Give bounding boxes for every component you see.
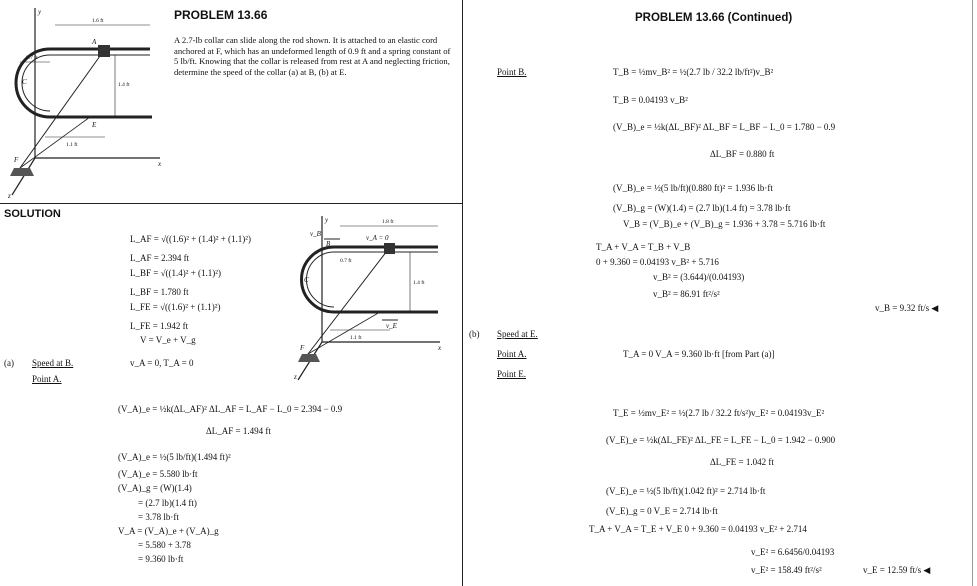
va-step-8: V_A = (V_A)_e + (V_A)_g xyxy=(118,526,219,536)
fig2-dim-1-1: 1.1 ft xyxy=(350,335,362,341)
tb-step-11: v_B² = 86.91 ft²/s² xyxy=(653,289,720,299)
answer-marker-icon: ◀ xyxy=(931,303,939,313)
fig2-axis-x: x xyxy=(438,344,442,352)
fig2-point-b: B xyxy=(326,240,331,248)
fig2-axis-y: y xyxy=(325,216,329,224)
eq-energy-sum: V = V_e + V_g xyxy=(140,335,196,345)
va-step-3: (V_A)_e = ½(5 lb/ft)(1.494 ft)² xyxy=(118,452,231,462)
dim-0-7: 0.7 ft xyxy=(26,55,38,61)
point-a-heading: Point A. xyxy=(32,374,62,384)
tb-step-5: (V_B)_e = ½(5 lb/ft)(0.880 ft)² = 1.936 lb·ft xyxy=(613,183,773,193)
va-step-7: = 3.78 lb·ft xyxy=(138,512,179,522)
part-a-label: (a) xyxy=(4,358,14,368)
va-step-9: = 5.580 + 3.78 xyxy=(138,540,191,550)
fig2-axis-z: z xyxy=(294,373,297,381)
tb-step-3: (V_B)_e = ½k(ΔL_BF)² ΔL_BF = L_BF − L_0 = 1.780 − 0.9 xyxy=(613,122,836,132)
tb-step-10: v_B² = (3.644)/(0.04193) xyxy=(653,272,745,282)
speed-at-b-heading: Speed at B. xyxy=(32,358,74,368)
continued-panel xyxy=(463,0,977,586)
tb-step-4: ΔL_BF = 0.880 ft xyxy=(710,149,775,159)
point-a-label: A xyxy=(92,38,97,46)
te-step-7: v_E² = 6.6456/0.04193 xyxy=(751,547,835,557)
fig2-point-f: F xyxy=(300,344,305,352)
tb-step-9: 0 + 9.360 = 0.04193 v_B² + 5.716 xyxy=(596,257,719,267)
tb-step-6: (V_B)_g = (W)(1.4) = (2.7 lb)(1.4 ft) = 3.78 lb·ft xyxy=(613,203,791,213)
answer-vb-value: v_B = 9.32 ft/s xyxy=(875,303,930,313)
dim-1-1: 1.1 ft xyxy=(66,142,78,148)
eq-lfe-value: L_FE = 1.942 ft xyxy=(130,321,189,331)
answer-ve xyxy=(863,565,930,576)
point-b-heading: Point B. xyxy=(497,67,527,77)
te-step-8: v_E² = 158.49 ft²/s² xyxy=(751,565,822,575)
page-edge-line xyxy=(972,0,973,586)
answer-ve-value: v_E = 12.59 ft/s xyxy=(863,565,922,575)
dim-1-4: 1.4 ft xyxy=(118,82,130,88)
point-a-heading-b: Point A. xyxy=(497,349,527,359)
fig2-vb: v_B xyxy=(310,230,321,238)
fig2-dim-0-7: 0.7 ft xyxy=(340,258,352,264)
continued-title: PROBLEM 13.66 (Continued) xyxy=(635,12,793,24)
speed-at-e-heading: Speed at E. xyxy=(497,329,538,339)
point-a-values: T_A = 0 V_A = 9.360 lb·ft [from Part (a)] xyxy=(623,349,775,359)
problem-statement: A 2.7-lb collar can slide along the rod shown. It is attached to an elastic cord anchored at F, which has an undeformed length of 0.9 ft and a spring constant of 5 lb/ft. Knowing that the collar is released from rest at A and neglecting friction, determine the speed of the collar (a) at B, (b) at E. xyxy=(174,35,451,77)
te-step-6: T_A + V_A = T_E + V_E 0 + 9.360 = 0.04193 v_E² + 2.714 xyxy=(589,524,807,534)
fig2-point-c: C xyxy=(304,276,309,284)
point-c-label: C xyxy=(22,78,27,86)
te-step-5: (V_E)_g = 0 V_E = 2.714 lb·ft xyxy=(606,506,718,516)
point-e-heading: Point E. xyxy=(497,369,527,379)
solution-figure xyxy=(290,212,450,382)
va-step-4: (V_A)_e = 5.580 lb·ft xyxy=(118,469,198,479)
va-step-2: ΔL_AF = 1.494 ft xyxy=(206,426,271,436)
problem-panel xyxy=(0,0,463,204)
fig2-va0: v_A = 0 xyxy=(366,234,389,242)
fig2-dim-1-4: 1.4 ft xyxy=(413,280,425,286)
axis-y-label: y xyxy=(38,8,42,16)
fig2-dim-1-8: 1.8 ft xyxy=(382,219,394,225)
te-step-2: (V_E)_e = ½k(ΔL_FE)² ΔL_FE = L_FE − L_0 = 1.942 − 0.900 xyxy=(606,435,836,445)
va-step-1: (V_A)_e = ½k(ΔL_AF)² ΔL_AF = L_AF − L_0 = 2.394 − 0.9 xyxy=(118,404,343,414)
eq-lfe: L_FE = √((1.6)² + (1.1)²) xyxy=(130,302,221,312)
eq-laf-value: L_AF = 2.394 ft xyxy=(130,253,190,263)
eq-laf: L_AF = √((1.6)² + (1.4)² + (1.1)²) xyxy=(130,234,251,244)
va-step-6: = (2.7 lb)(1.4 ft) xyxy=(138,498,197,508)
point-a-initial: v_A = 0, T_A = 0 xyxy=(130,358,194,368)
problem-figure xyxy=(0,0,170,200)
axis-x-label: x xyxy=(158,160,162,168)
point-f-label: F xyxy=(14,156,19,164)
tb-step-7: V_B = (V_B)_e + (V_B)_g = 1.936 + 3.78 = 5.716 lb·ft xyxy=(623,219,826,229)
solution-panel xyxy=(0,204,463,586)
va-step-5: (V_A)_g = (W)(1.4) xyxy=(118,483,192,493)
part-b-label: (b) xyxy=(469,329,480,339)
te-step-4: (V_E)_e = ½(5 lb/ft)(1.042 ft)² = 2.714 lb·ft xyxy=(606,486,766,496)
solution-heading: SOLUTION xyxy=(4,208,61,220)
tb-step-1: T_B = ½mv_B² = ½(2.7 lb / 32.2 lb/ft²)v_B² xyxy=(613,67,774,77)
eq-lbf: L_BF = √((1.4)² + (1.1)²) xyxy=(130,268,221,278)
va-step-10: = 9.360 lb·ft xyxy=(138,554,184,564)
eq-lbf-value: L_BF = 1.780 ft xyxy=(130,287,189,297)
point-e-label: E xyxy=(92,121,97,129)
tb-step-8: T_A + V_A = T_B + V_B xyxy=(596,242,691,252)
fig2-ve: v_E xyxy=(386,322,397,330)
tb-step-2: T_B = 0.04193 v_B² xyxy=(613,95,688,105)
problem-title: PROBLEM 13.66 xyxy=(174,8,268,22)
te-step-3: ΔL_FE = 1.042 ft xyxy=(710,457,774,467)
dim-1-6: 1.6 ft xyxy=(92,18,104,24)
answer-vb xyxy=(875,303,938,314)
answer-marker-icon: ◀ xyxy=(923,565,931,575)
axis-z-label: z xyxy=(8,192,11,200)
te-step-1: T_E = ½mv_E² = ½(2.7 lb / 32.2 ft/s²)v_E² = 0.04193v_E² xyxy=(613,408,825,418)
